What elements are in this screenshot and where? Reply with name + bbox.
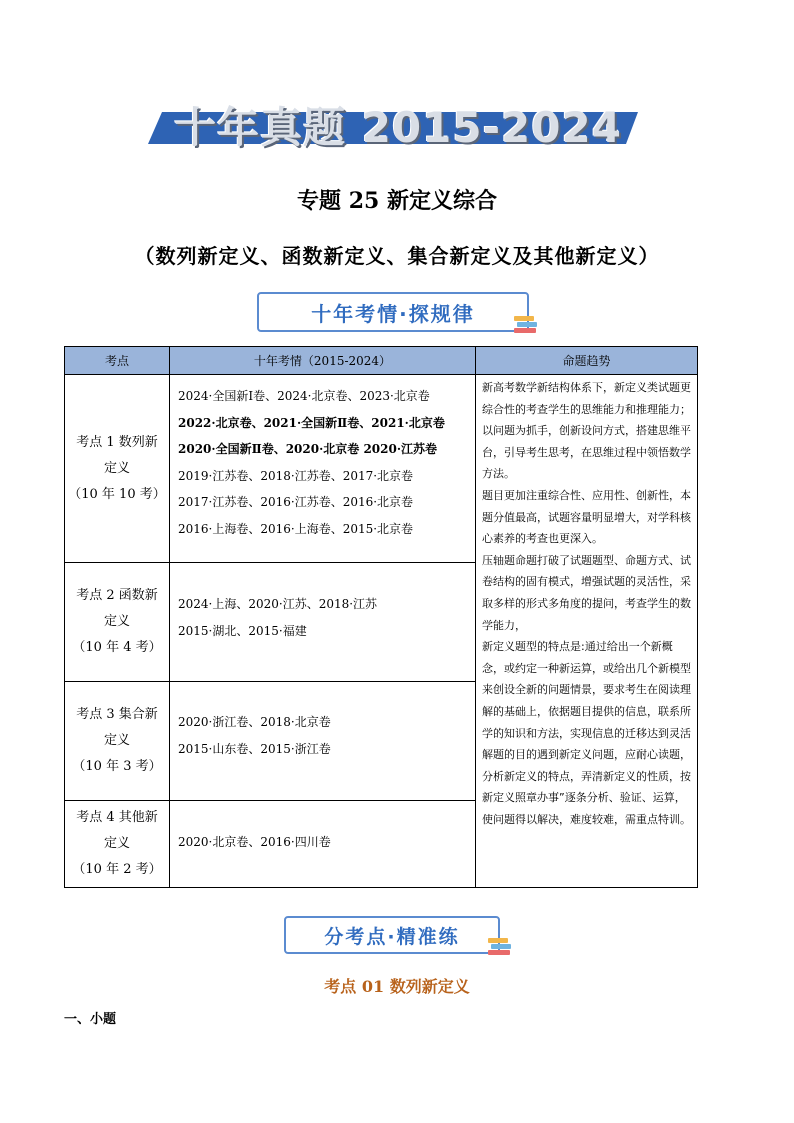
- topic-line: 考点 3 集合新: [76, 707, 158, 722]
- subject-subtitle: （数列新定义、函数新定义、集合新定义及其他新定义）: [134, 244, 660, 268]
- part-heading: 一、小题: [64, 1012, 117, 1027]
- topic-line: （10 年 3 考）: [72, 759, 162, 774]
- topic-cell-3: [65, 682, 169, 800]
- trend-paragraph: 压轴题命题打破了试题题型、命题方式、试卷结构的固有模式，增强试题的灵活性，采取多样的形式多角度的提问，考查学生的数学能力，: [482, 553, 691, 632]
- year-line: 2024·上海、2020·江苏、2018·江苏: [178, 597, 378, 611]
- books-icon: [488, 938, 512, 958]
- years-cell-3: [170, 709, 475, 762]
- topic-line: 考点 4 其他新: [76, 810, 158, 825]
- topic-cell-1: [65, 375, 169, 562]
- banner-title: 十年真题 2015-2024: [174, 103, 622, 152]
- topic-line: （10 年 2 考）: [72, 862, 162, 877]
- topic-cell-2: [65, 563, 169, 681]
- topic-line: （10 年 10 考）: [68, 486, 166, 502]
- year-line: 2024·全国新Ⅰ卷、2024·北京卷、2023·北京卷: [178, 389, 430, 403]
- subject-title: 专题 25 新定义综合: [297, 188, 497, 214]
- year-line: 2017·江苏卷、2016·江苏卷、2016·北京卷: [178, 495, 414, 509]
- header-topic: 考点: [104, 354, 129, 368]
- topic-line: （10 年 4 考）: [72, 640, 162, 655]
- topic-line: 考点 1 数列新: [76, 434, 158, 450]
- topic-line: 考点 2 函数新: [76, 588, 158, 603]
- year-line: 2016·上海卷、2016·上海卷、2015·北京卷: [178, 521, 414, 536]
- exam-summary-table: [64, 346, 698, 888]
- section-label-trends: [257, 292, 529, 332]
- section-label-text: 十年考情·探规律: [311, 301, 475, 326]
- topic-line: 定义: [103, 460, 130, 476]
- trend-cell: [476, 375, 697, 830]
- section-label-text: 分考点·精准练: [324, 925, 460, 948]
- years-cell-2: [170, 591, 475, 644]
- topic-line: 定义: [103, 836, 130, 851]
- trend-paragraph: 新高考数学新结构体系下，新定义类试题更综合性的考查学生的思维能力和推理能力；以问题为抓手，创新设问方式，搭建思维平台，引导考生思考，在思维过程中领悟数学方法。: [482, 381, 691, 481]
- years-cell-4: [170, 829, 475, 856]
- topic-cell-4: [65, 801, 169, 887]
- year-line: 2015·山东卷、2015·浙江卷: [178, 741, 331, 756]
- year-line: 2019·江苏卷、2018·江苏卷、2017·北京卷: [178, 468, 414, 483]
- point-title: 考点 01 数列新定义: [324, 977, 470, 996]
- year-line: 2020·浙江卷、2018·北京卷: [178, 715, 331, 729]
- trend-paragraph: 新定义题型的特点是:通过给出一个新概念，或约定一种新运算，或给出几个新模型来创设全新的问题情景，要求考生在阅读理解的基础上，依据题目提供的信息，联系所学的知识和方法，实现信息的迁移达到灵活解题的目的遇到新定义问题，应耐心读题，分析新定义的特点，弄清新定义的性质，按新定义照章办事”逐条分析、验证、运算，使问题得以解决，难度较难，需重点特训。: [482, 640, 691, 826]
- year-line: 2020·北京卷、2016·四川卷: [178, 835, 331, 849]
- header-trend: 命题趋势: [562, 354, 611, 368]
- years-cell-1: [170, 383, 475, 542]
- trend-paragraph: 题目更加注重综合性、应用性、创新性，本题分值最高，试题容量明显增大，对学科核心素养的考查也更深入。: [482, 488, 691, 546]
- header-years: 十年考情（2015-2024）: [253, 354, 392, 368]
- banner: [148, 92, 648, 158]
- year-line: 2020·全国新Ⅱ卷、2020·北京卷 2020·江苏卷: [178, 442, 438, 456]
- year-line: 2015·湖北、2015·福建: [178, 623, 307, 638]
- topic-line: 定义: [103, 614, 130, 629]
- year-line: 2022·北京卷、2021·全国新Ⅱ卷、2021·北京卷: [178, 415, 445, 430]
- section-label-practice: [284, 916, 500, 954]
- books-icon: [514, 316, 538, 336]
- topic-line: 定义: [103, 733, 130, 748]
